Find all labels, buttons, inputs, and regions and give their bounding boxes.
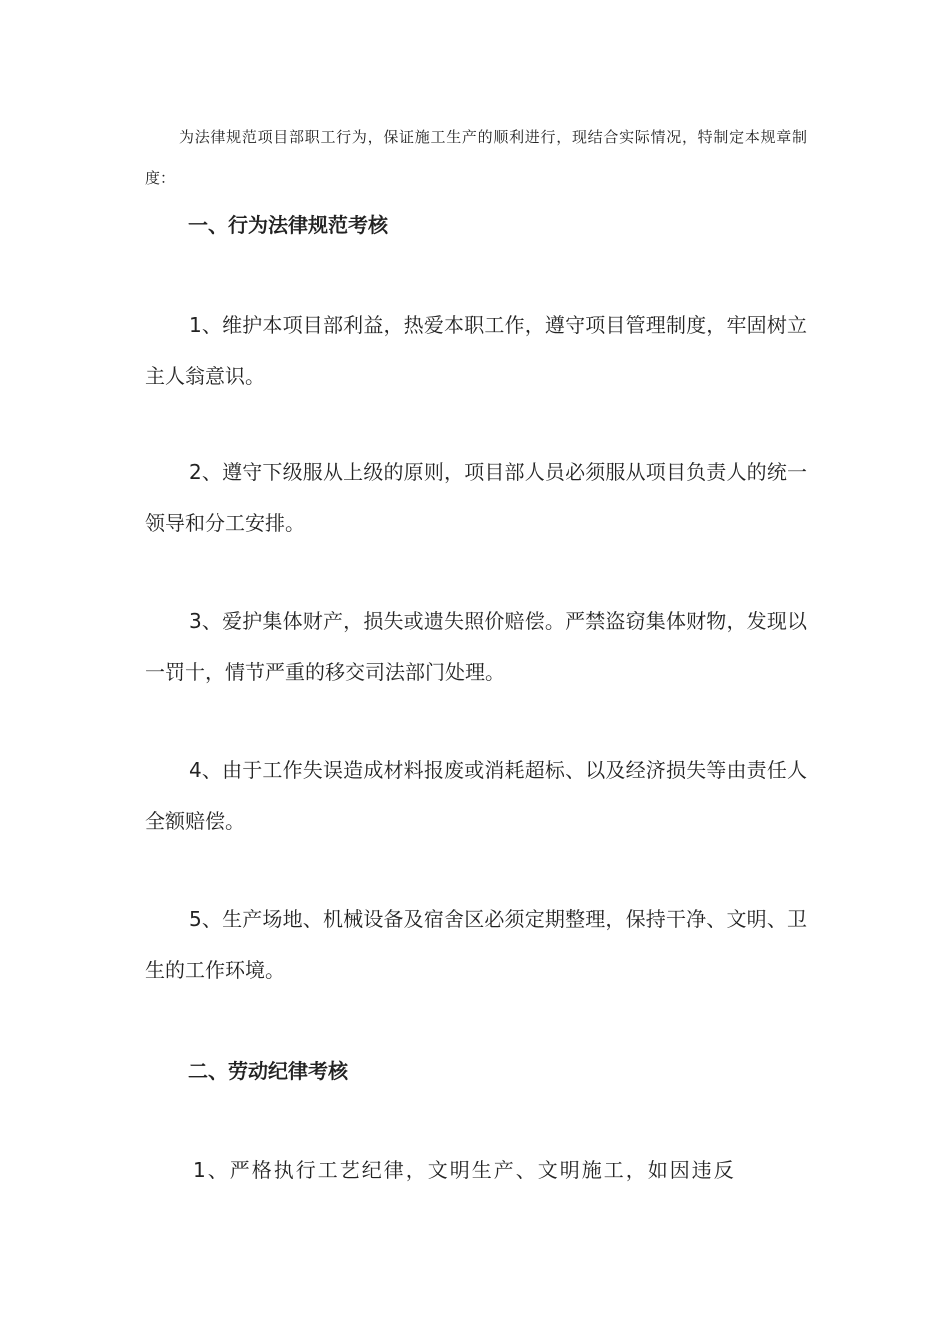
list-item xyxy=(145,447,807,549)
list-item xyxy=(145,745,807,847)
item-text: 、严格执行工艺纪律，文明生产、文明施工，如因违反 xyxy=(207,1158,736,1182)
item-text: 、由于工作失误造成材料报废或消耗超标、以及经济损失等由责任人全额赔偿。 xyxy=(145,758,807,833)
item-text: 、爱护集体财产，损失或遗失照价赔偿。严禁盗窃集体财物，发现以一罚十，情节严重的移交司法部门处理。 xyxy=(145,609,807,684)
list-item xyxy=(145,894,807,996)
list-item xyxy=(145,596,807,698)
item-number: 5 xyxy=(189,907,202,931)
item-number: 3 xyxy=(189,609,202,633)
intro-paragraph: 为法律规范项目部职工行为，保证施工生产的顺利进行，现结合实际情况，特制定本规章制度： xyxy=(145,128,807,187)
item-text: 、维护本项目部利益，热爱本职工作，遵守项目管理制度，牢固树立主人翁意识。 xyxy=(145,313,807,388)
section-heading-discipline: 二、劳动纪律考核 xyxy=(188,1059,348,1083)
item-text: 、生产场地、机械设备及宿舍区必须定期整理，保持干净、文明、卫生的工作环境。 xyxy=(145,907,807,982)
section-heading-behavior: 一、行为法律规范考核 xyxy=(188,213,388,237)
item-number: 2 xyxy=(189,460,202,484)
item-number: 4 xyxy=(189,758,202,782)
item-number: 1 xyxy=(189,313,202,337)
item-text: 、遵守下级服从上级的原则，项目部人员必须服从项目负责人的统一领导和分工安排。 xyxy=(145,460,807,535)
list-item xyxy=(145,300,807,402)
list-item xyxy=(145,1145,807,1196)
item-number: 1 xyxy=(193,1158,208,1182)
